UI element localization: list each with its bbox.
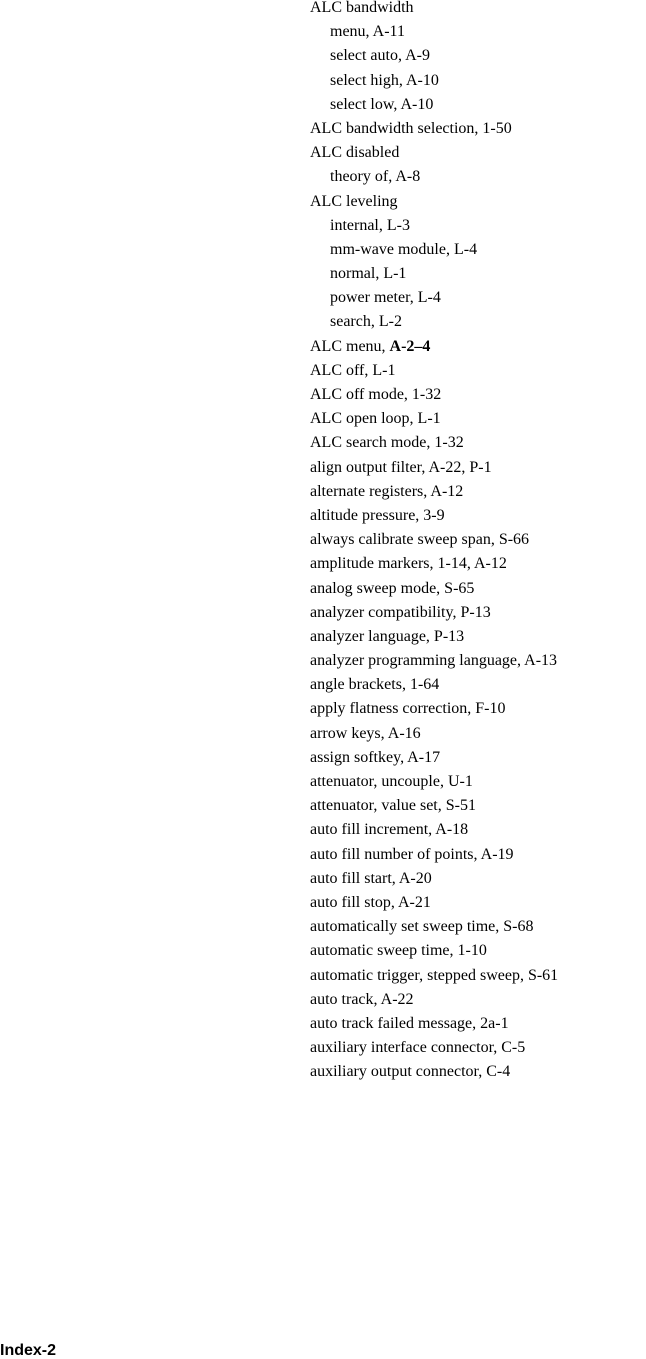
index-bold-page-ref: A-2–4 <box>389 337 431 355</box>
index-entry: altitude pressure, 3-9 <box>310 506 445 524</box>
index-entry: ALC off, L-1 <box>310 361 396 379</box>
index-entry: automatically set sweep time, S-68 <box>310 918 534 936</box>
index-entry: ALC search mode, 1-32 <box>310 434 464 452</box>
index-entry: ALC disabled <box>310 144 400 162</box>
index-entry: auto track failed message, 2a-1 <box>310 1014 509 1032</box>
index-entry: ALC bandwidth <box>310 0 414 16</box>
index-entry: auto fill stop, A-21 <box>310 893 431 911</box>
index-entry-text: ALC menu, <box>310 337 390 355</box>
index-entry: auto fill number of points, A-19 <box>310 845 514 863</box>
index-entry-list <box>310 0 646 1088</box>
index-entry: always calibrate sweep span, S-66 <box>310 531 530 549</box>
index-entry: auto fill increment, A-18 <box>310 821 469 839</box>
index-entry: ALC bandwidth selection, 1-50 <box>310 119 512 137</box>
index-subentry: internal, L-3 <box>330 216 410 234</box>
index-entry: assign softkey, A-17 <box>310 748 441 766</box>
index-entry: ALC off mode, 1-32 <box>310 386 442 403</box>
index-entry: ALC open loop, L-1 <box>310 410 441 428</box>
index-entry: align output filter, A-22, P-1 <box>310 458 492 476</box>
index-entry: auxiliary interface connector, C-5 <box>310 1039 526 1057</box>
index-entry: analyzer programming language, A-13 <box>310 652 558 670</box>
index-entry: auto track, A-22 <box>310 990 414 1008</box>
index-entry: auxiliary output connector, C-4 <box>310 1063 511 1081</box>
index-entry: automatic sweep time, 1-10 <box>310 942 487 960</box>
index-entry: automatic trigger, stepped sweep, S-61 <box>310 966 559 984</box>
index-subentry: theory of, A-8 <box>330 168 421 186</box>
index-entry: analyzer language, P-13 <box>310 627 465 645</box>
index-subentry: menu, A-11 <box>330 23 405 41</box>
index-entry: attenuator, value set, S-51 <box>310 797 476 815</box>
index-entry: apply flatness correction, F-10 <box>310 700 506 718</box>
index-entry: alternate registers, A-12 <box>310 482 464 500</box>
index-entry: angle brackets, 1-64 <box>310 676 440 694</box>
index-entry <box>310 339 646 363</box>
index-subentry: mm-wave module, L-4 <box>330 240 478 258</box>
index-subentry: select high, A-10 <box>330 71 439 89</box>
index-entry: arrow keys, A-16 <box>310 724 421 742</box>
page-number-footer: Index-2 <box>0 1342 57 1359</box>
index-entry: analyzer compatibility, P-13 <box>310 603 491 621</box>
index-subentry: select low, A-10 <box>330 95 434 113</box>
index-entry: analog sweep mode, S-65 <box>310 579 475 597</box>
index-entry: auto fill start, A-20 <box>310 869 432 887</box>
index-entry: ALC leveling <box>310 192 398 210</box>
index-subentry: select auto, A-9 <box>330 47 430 65</box>
index-entry: amplitude markers, 1-14, A-12 <box>310 555 507 573</box>
index-subentry: normal, L-1 <box>330 265 407 283</box>
index-subentry: search, L-2 <box>330 313 402 331</box>
index-entry: attenuator, uncouple, U-1 <box>310 773 473 790</box>
index-subentry: power meter, L-4 <box>330 289 441 307</box>
